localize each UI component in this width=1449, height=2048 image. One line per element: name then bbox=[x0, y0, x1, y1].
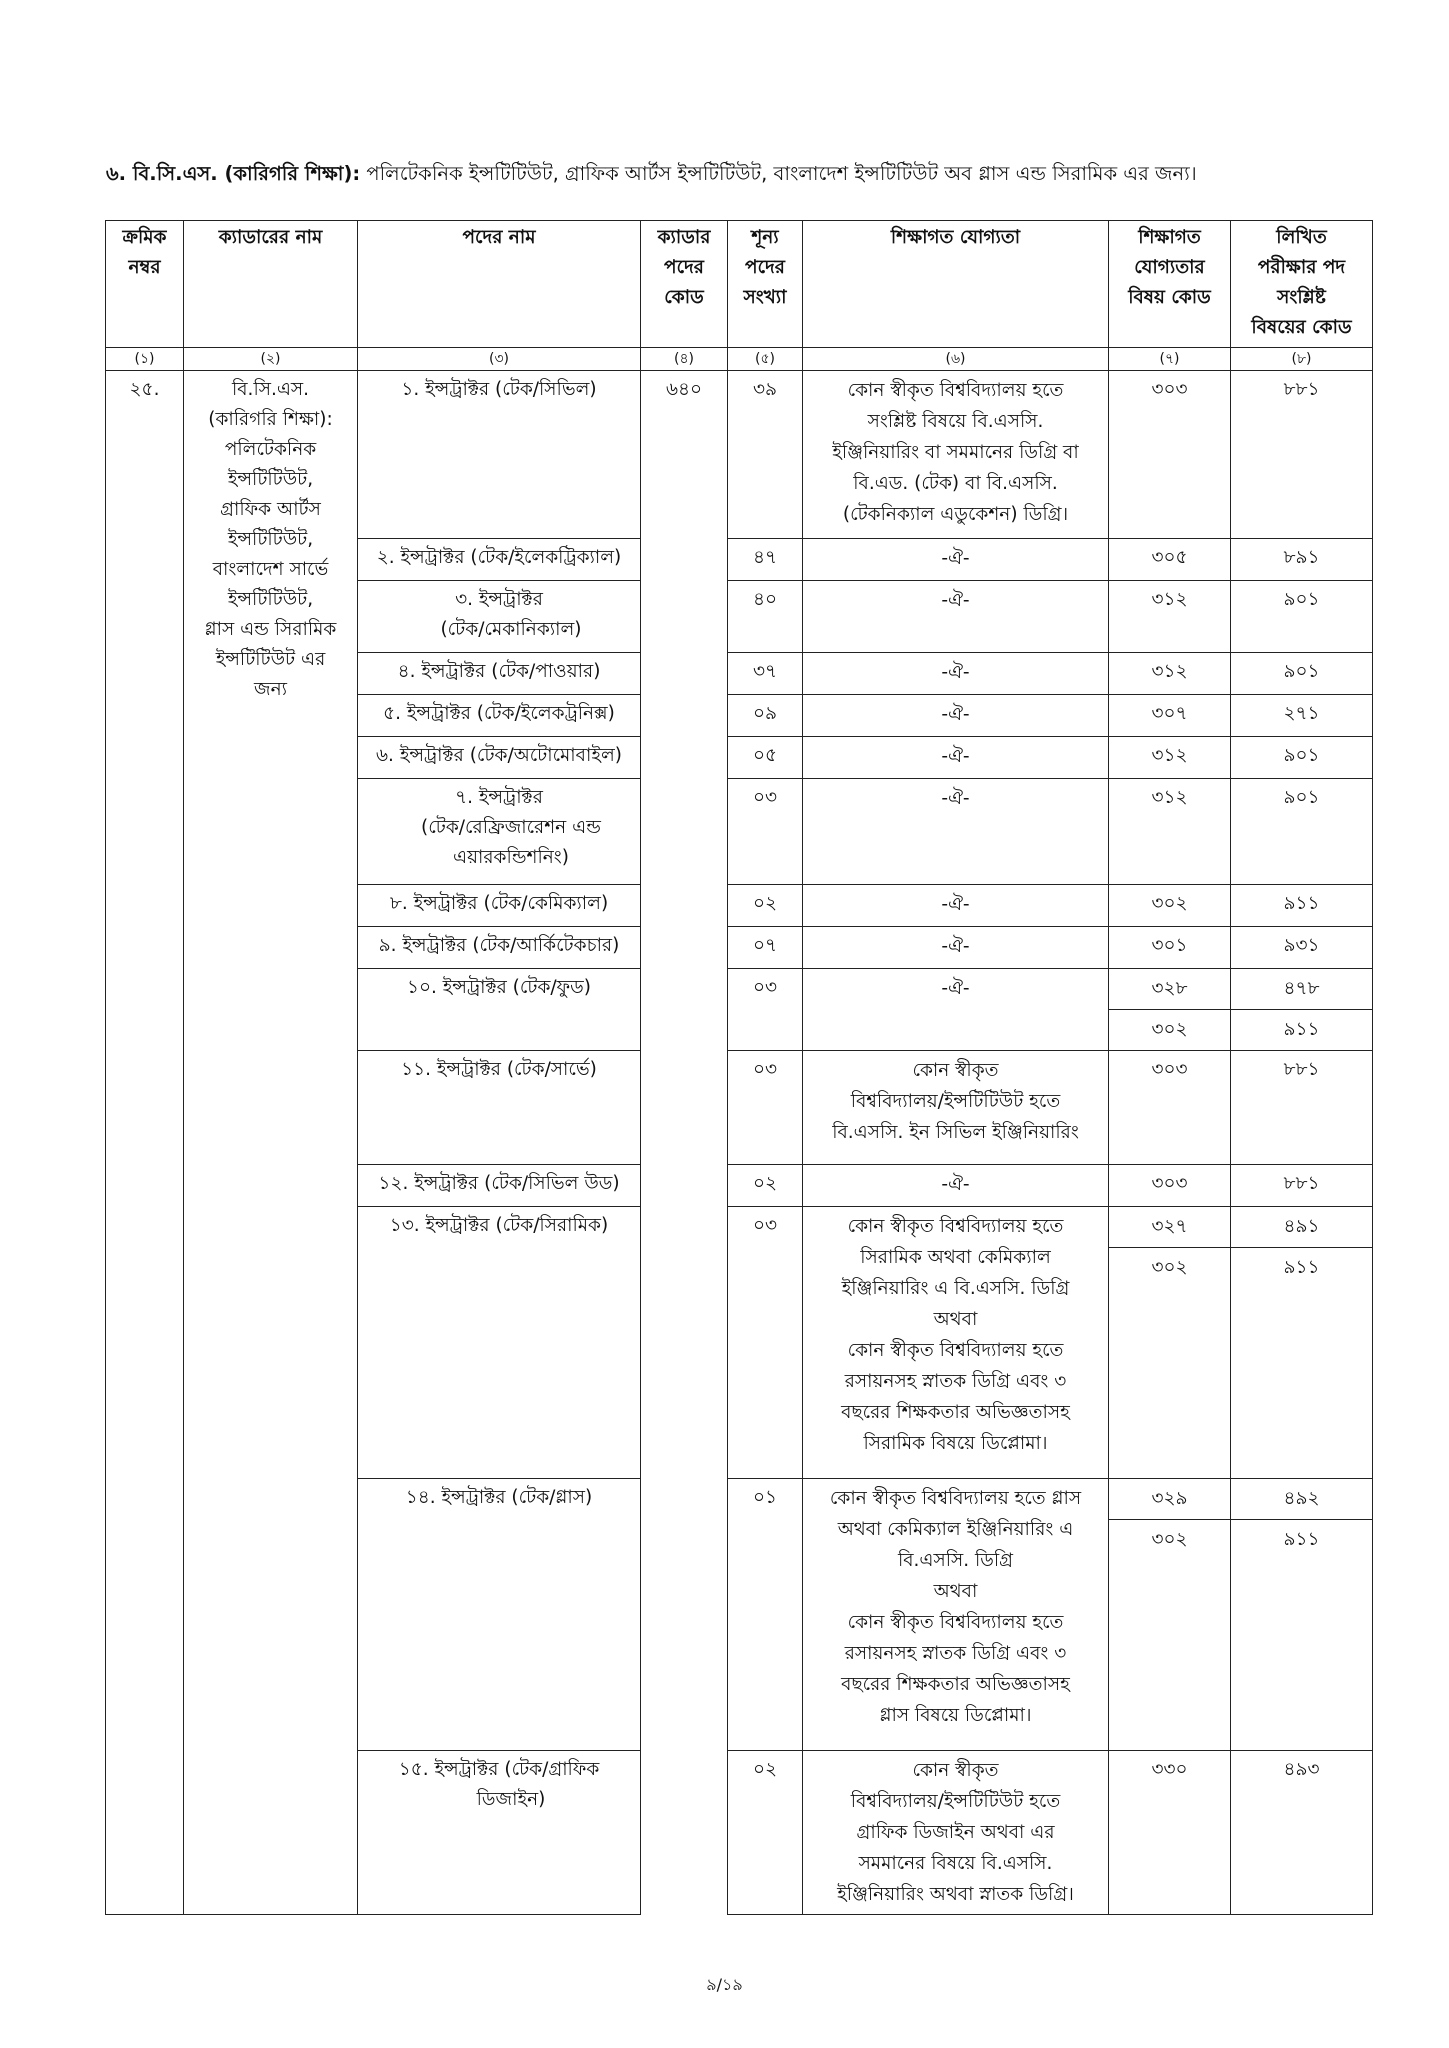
written-exam-code: ৯১১ bbox=[1231, 885, 1373, 927]
cadre-name-line: ইন্সটিটিউট, bbox=[227, 529, 314, 550]
qualification-line: -ঐ- bbox=[941, 746, 970, 767]
subject-code bbox=[1109, 1207, 1231, 1479]
subject-code bbox=[1109, 1479, 1231, 1751]
section-heading-bold: ৬. বি.সি.এস. (কারিগরি শিক্ষা): bbox=[106, 162, 361, 185]
written-exam-code bbox=[1231, 1207, 1373, 1479]
qualification-line: কোন স্বীকৃত bbox=[912, 1060, 999, 1081]
post-name-line: ১৪. ইন্সট্রাক্টর (টেক/গ্লাস) bbox=[405, 1487, 593, 1508]
subject-code: ৩১২ bbox=[1109, 581, 1231, 653]
post-name bbox=[358, 581, 641, 653]
qualification-line: বিশ্ববিদ্যালয়/ইন্সটিটিউট হতে bbox=[850, 1091, 1061, 1112]
post-name bbox=[358, 1751, 641, 1915]
qualification-line: কোন স্বীকৃত বিশ্ববিদ্যালয় হতে bbox=[847, 1340, 1064, 1361]
subject-code-line: ৩০২ bbox=[1151, 1529, 1188, 1550]
qualification-line: সিরামিক অথবা কেমিক্যাল bbox=[860, 1247, 1051, 1268]
qualification-line: -ঐ- bbox=[941, 662, 970, 683]
post-name-line: ১৫. ইন্সট্রাক্টর (টেক/গ্রাফিক bbox=[398, 1759, 600, 1780]
header-line: নম্বর bbox=[128, 257, 161, 278]
qualification bbox=[803, 581, 1109, 653]
qualification-line: -ঐ- bbox=[941, 704, 970, 725]
header-line: ক্রমিক bbox=[122, 227, 167, 248]
qualification-line: -ঐ- bbox=[941, 1174, 970, 1195]
qualification-line: রসায়নসহ স্নাতক ডিগ্রি এবং ৩ bbox=[844, 1371, 1067, 1392]
qualification-line: অথবা bbox=[933, 1309, 978, 1330]
qualification-line: ইঞ্জিনিয়ারিং বা সমমানের ডিগ্রি বা bbox=[832, 442, 1079, 463]
post-name-line: ১৩. ইন্সট্রাক্টর (টেক/সিরামিক) bbox=[389, 1215, 609, 1236]
written-exam-code-line: ৪৯২ bbox=[1231, 1479, 1372, 1520]
subject-code: ৩০১ bbox=[1109, 927, 1231, 969]
subject-code: ৩০৩ bbox=[1109, 1051, 1231, 1165]
qualification-line: বি.এড. (টেক) বা বি.এসসি. bbox=[853, 473, 1058, 494]
header-cell bbox=[106, 221, 184, 348]
cadre-code bbox=[641, 1479, 728, 1751]
post-name-line: ১. ইন্সট্রাক্টর (টেক/সিভিল) bbox=[401, 379, 597, 400]
header-line: কোড bbox=[664, 287, 704, 308]
column-number: (২) bbox=[184, 348, 358, 371]
section-heading-rest: পলিটেকনিক ইন্সটিটিউট, গ্রাফিক আর্টস ইন্সটিটিউট, বাংলাদেশ ইন্সটিটিউট অব গ্লাস এন্ড সিরামিক এর জন্য। bbox=[360, 162, 1197, 185]
qualification bbox=[803, 695, 1109, 737]
cadre-name-line: (কারিগরি শিক্ষা): bbox=[208, 409, 333, 430]
cadre-name-line: ইন্সটিটিউট এর bbox=[215, 649, 326, 670]
header-line: পদের bbox=[745, 257, 785, 278]
cadre-code bbox=[641, 1165, 728, 1207]
header-line: শিক্ষাগত যোগ্যতা bbox=[890, 227, 1021, 248]
vacancy-count: ০৩ bbox=[728, 1051, 803, 1165]
qualification-line: বি.এসসি. ইন সিভিল ইঞ্জিনিয়ারিং bbox=[832, 1122, 1079, 1143]
cadre-code bbox=[641, 779, 728, 885]
post-name-line: ৮. ইন্সট্রাক্টর (টেক/কেমিক্যাল) bbox=[389, 893, 609, 914]
written-exam-code: ৯০১ bbox=[1231, 581, 1373, 653]
written-exam-code: ৯০১ bbox=[1231, 737, 1373, 779]
column-number: (১) bbox=[106, 348, 184, 371]
subject-code: ৩০৭ bbox=[1109, 695, 1231, 737]
qualification bbox=[803, 1207, 1109, 1479]
vacancy-count: ০২ bbox=[728, 1751, 803, 1915]
post-name bbox=[358, 1165, 641, 1207]
subject-code: ৩৩০ bbox=[1109, 1751, 1231, 1915]
post-name bbox=[358, 885, 641, 927]
qualification-line: ইঞ্জিনিয়ারিং অথবা স্নাতক ডিগ্রি। bbox=[837, 1884, 1074, 1905]
qualification-line: ইঞ্জিনিয়ারিং এ বি.এসসি. ডিগ্রি bbox=[841, 1278, 1070, 1299]
vacancy-count: ০৯ bbox=[728, 695, 803, 737]
column-number: (৫) bbox=[728, 348, 803, 371]
qualification-line: (টেকনিক্যাল এডুকেশন) ডিগ্রি। bbox=[842, 504, 1069, 525]
header-line: ক্যাডারের নাম bbox=[218, 227, 323, 248]
qualification-line: কোন স্বীকৃত বিশ্ববিদ্যালয় হতে গ্লাস bbox=[829, 1488, 1082, 1509]
cadre-code bbox=[641, 969, 728, 1051]
written-exam-code: ৯০১ bbox=[1231, 653, 1373, 695]
post-name bbox=[358, 371, 641, 539]
header-line: শূন্য bbox=[751, 227, 779, 248]
vacancy-count: ০১ bbox=[728, 1479, 803, 1751]
header-line: ক্যাডার bbox=[657, 227, 711, 248]
post-name bbox=[358, 1051, 641, 1165]
cadre-name-line: বাংলাদেশ সার্ভে bbox=[212, 559, 329, 580]
header-cell bbox=[1109, 221, 1231, 348]
subject-code bbox=[1109, 969, 1231, 1051]
cadre-code bbox=[641, 737, 728, 779]
cadre-code bbox=[641, 1051, 728, 1165]
cadre-code bbox=[641, 653, 728, 695]
post-name-line: ৪. ইন্সট্রাক্টর (টেক/পাওয়ার) bbox=[397, 661, 601, 682]
header-line: পদের নাম bbox=[462, 227, 536, 248]
qualification bbox=[803, 1751, 1109, 1915]
qualification bbox=[803, 371, 1109, 539]
cadre-name-line: পলিটেকনিক bbox=[224, 439, 317, 460]
written-exam-code-line: ৪৭৮ bbox=[1231, 969, 1372, 1010]
header-line: সংশ্লিষ্ট bbox=[1277, 287, 1326, 308]
cadre-code bbox=[641, 927, 728, 969]
post-name-line: ৫. ইন্সট্রাক্টর (টেক/ইলেকট্রনিক্স) bbox=[383, 703, 615, 724]
written-exam-code: ৯০১ bbox=[1231, 779, 1373, 885]
section-heading bbox=[106, 158, 1386, 190]
post-name bbox=[358, 1479, 641, 1751]
vacancy-count: ৪০ bbox=[728, 581, 803, 653]
post-name-line: ১১. ইন্সট্রাক্টর (টেক/সার্ভে) bbox=[401, 1059, 597, 1080]
qualification-line: গ্লাস বিষয়ে ডিপ্লোমা। bbox=[879, 1705, 1032, 1726]
qualification-line: অথবা bbox=[933, 1581, 978, 1602]
cadre-post-table bbox=[105, 220, 1373, 1915]
qualification-line: -ঐ- bbox=[941, 548, 970, 569]
cadre-code bbox=[641, 885, 728, 927]
vacancy-count: ০৭ bbox=[728, 927, 803, 969]
written-exam-code: ৮৯১ bbox=[1231, 539, 1373, 581]
header-cell bbox=[641, 221, 728, 348]
qualification-line: রসায়নসহ স্নাতক ডিগ্রি এবং ৩ bbox=[844, 1643, 1067, 1664]
written-exam-code: ৮৮১ bbox=[1231, 1165, 1373, 1207]
cadre-code: ৬৪০ bbox=[641, 371, 728, 539]
vacancy-count: ০২ bbox=[728, 885, 803, 927]
qualification-line: -ঐ- bbox=[941, 894, 970, 915]
post-name-line: (টেক/রেফ্রিজারেশন এন্ড bbox=[421, 817, 601, 838]
column-number: (৪) bbox=[641, 348, 728, 371]
post-name-line: (টেক/মেকানিক্যাল) bbox=[440, 619, 582, 640]
post-name bbox=[358, 927, 641, 969]
header-line: শিক্ষাগত bbox=[1138, 227, 1201, 248]
column-number: (৭) bbox=[1109, 348, 1231, 371]
qualification-line: -ঐ- bbox=[941, 788, 970, 809]
vacancy-count: ৩৯ bbox=[728, 371, 803, 539]
written-exam-code bbox=[1231, 1479, 1373, 1751]
subject-code-line: ৩২৯ bbox=[1109, 1479, 1230, 1520]
vacancy-count: ০৩ bbox=[728, 1207, 803, 1479]
qualification-line: কোন স্বীকৃত বিশ্ববিদ্যালয় হতে bbox=[847, 380, 1064, 401]
post-name-line: ৭. ইন্সট্রাক্টর bbox=[455, 787, 543, 808]
vacancy-count: ০৫ bbox=[728, 737, 803, 779]
subject-code: ৩১২ bbox=[1109, 653, 1231, 695]
post-name bbox=[358, 969, 641, 1051]
post-name bbox=[358, 539, 641, 581]
post-name-line: ৯. ইন্সট্রাক্টর (টেক/আর্কিটেকচার) bbox=[378, 935, 620, 956]
header-line: লিখিত bbox=[1276, 227, 1327, 248]
vacancy-count: ০৩ bbox=[728, 969, 803, 1051]
qualification bbox=[803, 1051, 1109, 1165]
qualification bbox=[803, 885, 1109, 927]
cadre-name-line: ইন্সটিটিউট, bbox=[227, 469, 314, 490]
cadre-name-line: ইন্সটিটিউট, bbox=[227, 589, 314, 610]
qualification-line: -ঐ- bbox=[941, 978, 970, 999]
qualification-line: কোন স্বীকৃত বিশ্ববিদ্যালয় হতে bbox=[847, 1612, 1064, 1633]
cadre-code bbox=[641, 539, 728, 581]
subject-code: ৩১২ bbox=[1109, 737, 1231, 779]
subject-code-line: ৩০২ bbox=[1151, 1019, 1188, 1040]
post-name-line: ১০. ইন্সট্রাক্টর (টেক/ফুড) bbox=[406, 977, 592, 998]
post-name bbox=[358, 1207, 641, 1479]
qualification-line: সিরামিক বিষয়ে ডিপ্লোমা। bbox=[863, 1433, 1048, 1454]
qualification-line: কোন স্বীকৃত bbox=[912, 1760, 999, 1781]
table-row bbox=[106, 371, 1373, 539]
header-cell bbox=[803, 221, 1109, 348]
post-name bbox=[358, 653, 641, 695]
written-exam-code-line: ৯১১ bbox=[1283, 1019, 1320, 1040]
header-cell bbox=[728, 221, 803, 348]
cadre-name-line: গ্রাফিক আর্টস bbox=[220, 499, 321, 520]
qualification bbox=[803, 779, 1109, 885]
qualification-line: বি.এসসি. ডিগ্রি bbox=[897, 1550, 1014, 1571]
vacancy-count: ০২ bbox=[728, 1165, 803, 1207]
cadre-name-line: জন্য bbox=[254, 679, 287, 700]
written-exam-code bbox=[1231, 969, 1373, 1051]
written-exam-code: ৮৮১ bbox=[1231, 371, 1373, 539]
cadre-code bbox=[641, 695, 728, 737]
vacancy-count: ০৩ bbox=[728, 779, 803, 885]
subject-code: ৩০২ bbox=[1109, 885, 1231, 927]
qualification-line: সংশ্লিষ্ট বিষয়ে বি.এসসি. bbox=[867, 411, 1044, 432]
cadre-name-line: গ্লাস এন্ড সিরামিক bbox=[204, 619, 337, 640]
header-line: সংখ্যা bbox=[743, 287, 787, 308]
written-exam-code: ৮৮১ bbox=[1231, 1051, 1373, 1165]
subject-code: ৩১২ bbox=[1109, 779, 1231, 885]
cadre-code bbox=[641, 1207, 728, 1479]
post-name-line: ৩. ইন্সট্রাক্টর bbox=[455, 589, 543, 610]
qualification-line: -ঐ- bbox=[941, 590, 970, 611]
column-number: (৬) bbox=[803, 348, 1109, 371]
cadre-code bbox=[641, 581, 728, 653]
qualification-line: সমমানের বিষয়ে বি.এসসি. bbox=[858, 1853, 1053, 1874]
post-name-line: ২. ইন্সট্রাক্টর (টেক/ইলেকট্রিক্যাল) bbox=[376, 547, 622, 568]
post-name-line: ১২. ইন্সট্রাক্টর (টেক/সিভিল উড) bbox=[378, 1173, 620, 1194]
qualification bbox=[803, 653, 1109, 695]
subject-code-line: ৩২৭ bbox=[1109, 1207, 1230, 1248]
header-cell bbox=[358, 221, 641, 348]
column-number: (৩) bbox=[358, 348, 641, 371]
header-cell bbox=[1231, 221, 1373, 348]
cadre-code bbox=[641, 1751, 728, 1915]
header-line: বিষয়ের কোড bbox=[1251, 317, 1352, 338]
header-line: পরীক্ষার পদ bbox=[1257, 257, 1346, 278]
qualification-line: কোন স্বীকৃত বিশ্ববিদ্যালয় হতে bbox=[847, 1216, 1064, 1237]
qualification-line: -ঐ- bbox=[941, 936, 970, 957]
column-number-row bbox=[106, 348, 1373, 371]
post-name bbox=[358, 737, 641, 779]
post-name-line: ৬. ইন্সট্রাক্টর (টেক/অটোমোবাইল) bbox=[376, 745, 622, 766]
vacancy-count: ৩৭ bbox=[728, 653, 803, 695]
header-line: পদের bbox=[664, 257, 704, 278]
subject-code: ৩০৩ bbox=[1109, 1165, 1231, 1207]
subject-code-line: ৩০২ bbox=[1151, 1257, 1188, 1278]
subject-code: ৩০৫ bbox=[1109, 539, 1231, 581]
post-name-line: এয়ারকন্ডিশনিং) bbox=[453, 847, 569, 868]
post-name-line: ডিজাইন) bbox=[476, 1789, 546, 1810]
cadre-name-line: বি.সি.এস. bbox=[231, 379, 310, 400]
subject-code-line: ৩২৮ bbox=[1109, 969, 1230, 1010]
header-line: বিষয় কোড bbox=[1128, 287, 1211, 308]
written-exam-code-line: ৯১১ bbox=[1283, 1257, 1320, 1278]
post-name bbox=[358, 695, 641, 737]
qualification bbox=[803, 969, 1109, 1051]
page-number: ৯/১৯ bbox=[706, 1975, 743, 1994]
qualification bbox=[803, 539, 1109, 581]
written-exam-code-line: ৪৯১ bbox=[1231, 1207, 1372, 1248]
qualification-line: বছরের শিক্ষকতার অভিজ্ঞতাসহ bbox=[841, 1402, 1070, 1423]
header-line: যোগ্যতার bbox=[1134, 257, 1205, 278]
subject-code: ৩০৩ bbox=[1109, 371, 1231, 539]
cadre-name bbox=[184, 371, 358, 1915]
header-row bbox=[106, 221, 1373, 348]
vacancy-count: ৪৭ bbox=[728, 539, 803, 581]
column-number: (৮) bbox=[1231, 348, 1373, 371]
qualification bbox=[803, 927, 1109, 969]
written-exam-code: ৪৯৩ bbox=[1231, 1751, 1373, 1915]
header-cell bbox=[184, 221, 358, 348]
qualification-line: বছরের শিক্ষকতার অভিজ্ঞতাসহ bbox=[841, 1674, 1070, 1695]
serial-number: ২৫. bbox=[106, 371, 184, 1915]
post-name bbox=[358, 779, 641, 885]
written-exam-code-line: ৯১১ bbox=[1283, 1529, 1320, 1550]
written-exam-code: ২৭১ bbox=[1231, 695, 1373, 737]
qualification bbox=[803, 1165, 1109, 1207]
qualification bbox=[803, 1479, 1109, 1751]
table-body bbox=[106, 371, 1373, 1915]
qualification bbox=[803, 737, 1109, 779]
qualification-line: গ্রাফিক ডিজাইন অথবা এর bbox=[856, 1822, 1055, 1843]
qualification-line: অথবা কেমিক্যাল ইঞ্জিনিয়ারিং এ bbox=[837, 1519, 1074, 1540]
qualification-line: বিশ্ববিদ্যালয়/ইন্সটিটিউট হতে bbox=[850, 1791, 1061, 1812]
written-exam-code: ৯৩১ bbox=[1231, 927, 1373, 969]
